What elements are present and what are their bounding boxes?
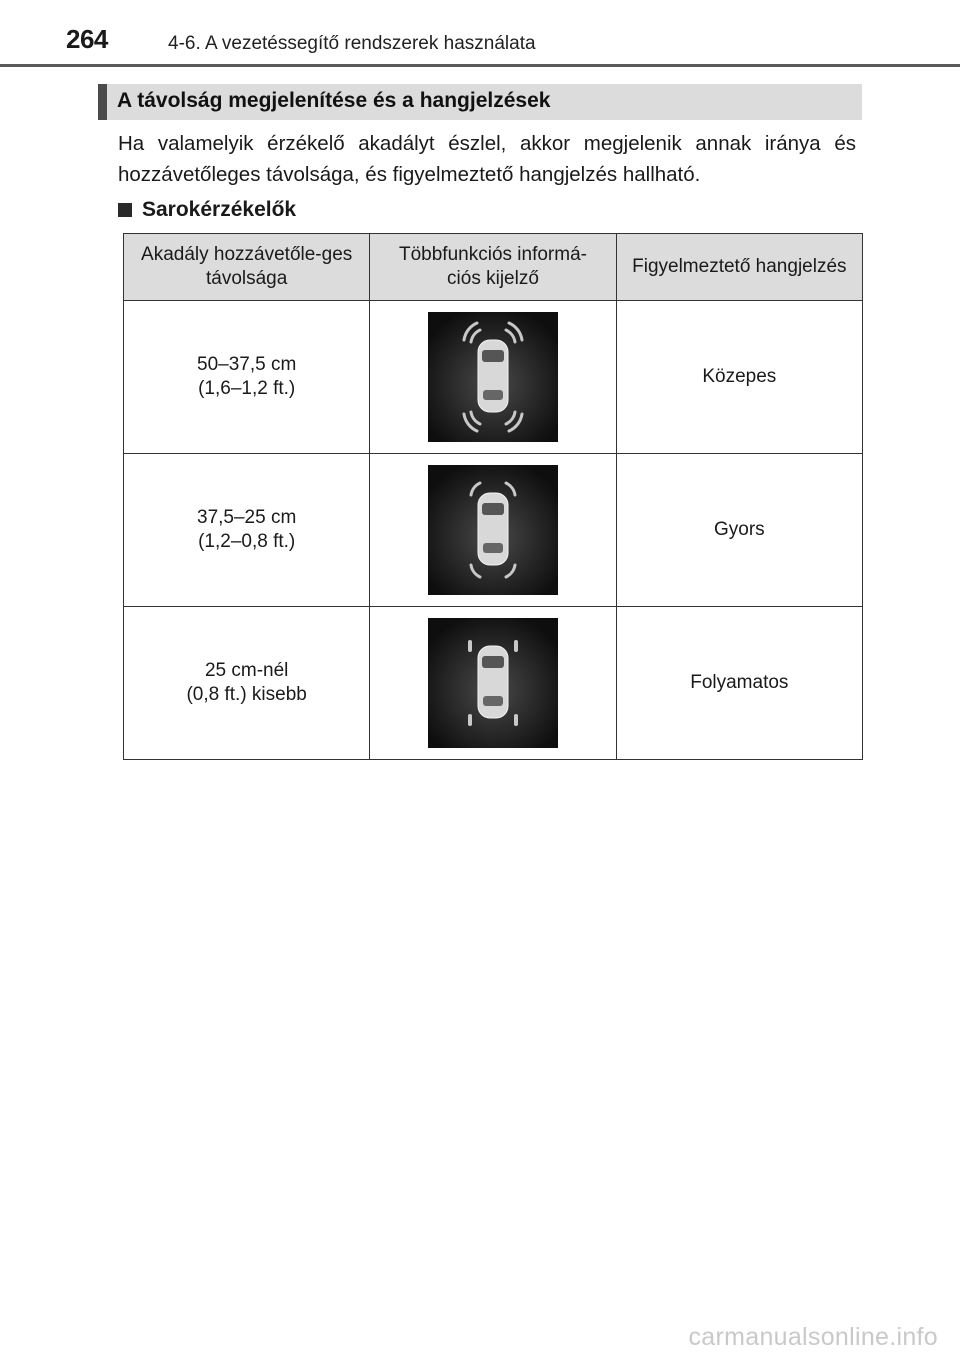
section-title-bar: [98, 84, 862, 120]
display-cell: [370, 607, 616, 760]
table-row: [124, 301, 863, 454]
parking-sensor-corner-icon: [428, 312, 558, 442]
distance-cell: [124, 454, 370, 607]
table-row: [124, 454, 863, 607]
buzzer-cell: Folyamatos: [616, 607, 862, 760]
display-cell: [370, 454, 616, 607]
parking-sensor-corner-icon: [428, 465, 558, 595]
table-row: [124, 607, 863, 760]
watermark: carmanualsonline.info: [688, 1323, 938, 1351]
distance-cell: [124, 301, 370, 454]
header-divider: [0, 64, 960, 67]
page-number: 264: [66, 24, 108, 54]
section-title: A távolság megjelenítése és a hangjelzések: [117, 89, 551, 112]
column-header-display: Többfunkciós informá-ciós kijelző: [370, 234, 616, 301]
distance-line: 37,5–25 cm: [197, 507, 297, 528]
subheading: [118, 198, 296, 222]
column-header-distance: Akadály hozzávetőle-ges távolsága: [124, 234, 370, 301]
column-header-buzzer: Figyelmeztető hangjelzés: [616, 234, 862, 301]
intro-paragraph: Ha valamelyik érzékelő akadályt észlel, akkor megjelenik annak iránya és hozzávetőleges távolsága, és figyelmeztető hangjelzés hallható.: [118, 132, 856, 186]
table-header-row: [124, 234, 863, 301]
sensor-table: [123, 233, 863, 760]
distance-line: 50–37,5 cm: [197, 354, 297, 375]
distance-line: (1,6–1,2 ft.): [198, 378, 296, 399]
subheading-text: Sarokérzékelők: [142, 198, 297, 221]
distance-line: 25 cm-nél: [204, 660, 289, 681]
display-cell: [370, 301, 616, 454]
distance-line: (0,8 ft.) kisebb: [186, 684, 307, 705]
buzzer-cell: Közepes: [616, 301, 862, 454]
chapter-title: 4-6. A vezetéssegítő rendszerek használata: [168, 33, 536, 54]
square-bullet-icon: [118, 203, 132, 217]
distance-line: (1,2–0,8 ft.): [198, 531, 296, 552]
distance-cell: [124, 607, 370, 760]
parking-sensor-corner-icon: [428, 618, 558, 748]
buzzer-cell: Gyors: [616, 454, 862, 607]
